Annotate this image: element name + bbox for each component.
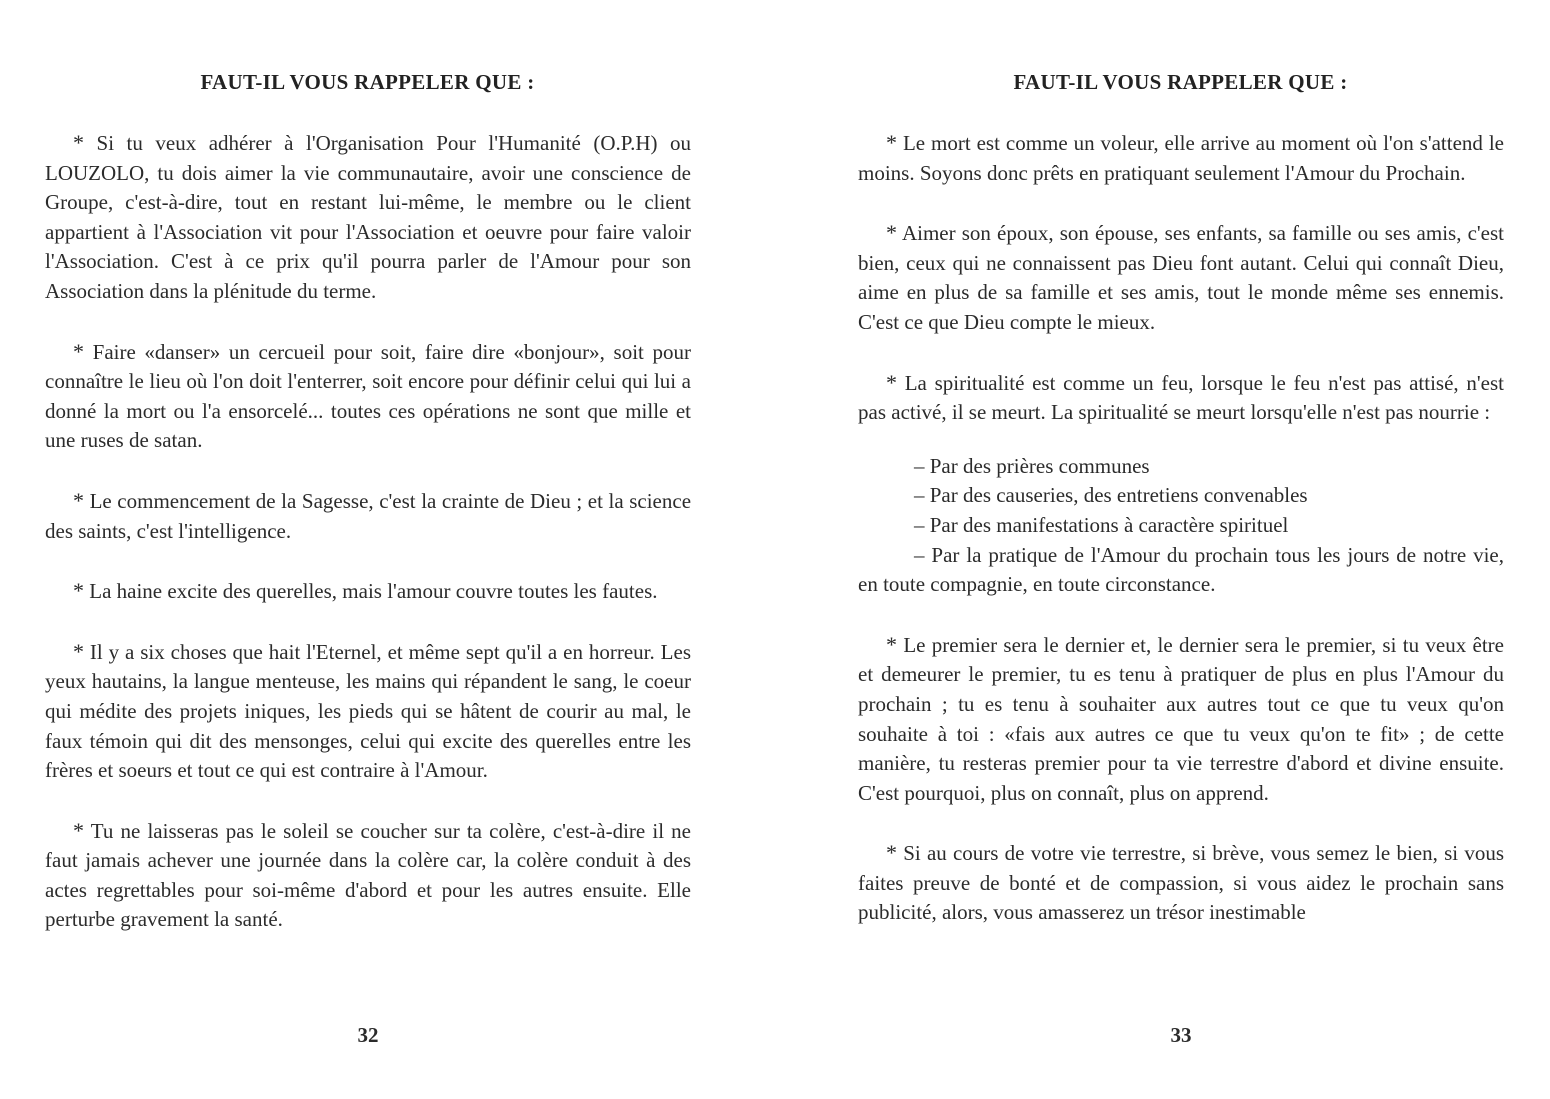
- right-page: [775, 0, 1550, 1099]
- paragraph: * La spiritualité est comme un feu, lorsque le feu n'est pas attisé, n'est pas activé, il se meurt. La spiritualité se meurt lorsqu'elle n'est pas nourrie :: [858, 369, 1504, 425]
- paragraph: * Tu ne laisseras pas le soleil se coucher sur ta colère, c'est-à-dire il ne faut jamais achever une journée dans la colère car, la colère conduit à des actes regrettables pour soi-même d'abord et pour les autres ensuite. Elle perturbe gravement la santé.: [45, 817, 691, 932]
- paragraph: * Si au cours de votre vie terrestre, si brève, vous semez le bien, si vous faites preuve de bonté et de compassion, si vous aidez le prochain sans publicité, alors, vous amasserez un trésor inestimable: [858, 840, 1504, 925]
- paragraph: * Faire «danser» un cercueil pour soit, faire dire «bonjour», soit pour connaître le lieu où l'on doit l'enterrer, soit encore pour définir celui qui lui a donné la mort ou l'a ensorcelé... toutes ces opérations ne sont que mille et une ruses de satan.: [45, 338, 691, 453]
- page-number: 32: [357, 1023, 379, 1047]
- asterisk-bullet: *: [73, 130, 84, 155]
- paragraph: * Aimer son époux, son épouse, ses enfants, sa famille ou ses amis, c'est bien, ceux qui ne connaissent pas Dieu font autant. Celui qui connaît Dieu, aime en plus de sa famille et ses amis, tout le monde même ses ennemis. C'est ce que Dieu compte le mieux.: [858, 220, 1504, 334]
- list-item: – Par la pratique de l'Amour du prochain tous les jours de notre vie, en toute compagnie, en toute circonstance.: [858, 542, 1504, 597]
- paragraph: * Si tu veux adhérer à l'Organisation Pour l'Humanité (O.P.H) ou LOUZOLO, tu dois aimer la vie communautaire, avoir une conscience de Groupe, c'est-à-dire, tout en restant lui-même, le membre ou le client appartient à l'Association vit pour l'Association et oeuvre pour faire valoir l'Association. C'est à ce prix qu'il pourra parler de l'Amour pour son Association dans la plénitude du terme.: [45, 130, 691, 303]
- paragraph: * La haine excite des querelles, mais l'amour couvre toutes les fautes.: [73, 578, 658, 604]
- page-body: [45, 128, 691, 965]
- asterisk-bullet: *: [73, 487, 84, 513]
- paragraph: * Le premier sera le dernier et, le dernier sera le premier, si tu veux être et demeurer le premier, tu es tenu à pratiquer de plus en plus l'Amour du prochain ; tu es tenu à souhaiter aux autres tout ce que tu veux qu'on souhaite à toi : «fais aux autres ce que tu veux qu'on te fit» ; de cette manière, tu resteras premier pour ta vie terrestre d'abord et divine ensuite. C'est pourquoi, plus on connaît, plus on apprend.: [858, 631, 1504, 805]
- page-title: FAUT-IL VOUS RAPPELER QUE :: [1013, 70, 1348, 94]
- asterisk-bullet: *: [73, 638, 84, 664]
- asterisk-bullet: *: [73, 338, 84, 364]
- paragraph: * Le mort est comme un voleur, elle arrive au moment où l'on s'attend le moins. Soyons donc prêts en pratiquant seulement l'Amour du Prochain.: [858, 130, 1505, 185]
- list-item: – Par des causeries, des entretiens convenables: [914, 483, 1308, 508]
- asterisk-bullet: *: [73, 817, 84, 843]
- page-body: [858, 128, 1504, 958]
- asterisk-bullet: *: [886, 220, 897, 246]
- asterisk-bullet: *: [886, 840, 897, 866]
- asterisk-bullet: *: [886, 369, 897, 395]
- list-item: – Par des manifestations à caractère spirituel: [914, 512, 1289, 537]
- page-title: FAUT-IL VOUS RAPPELER QUE :: [200, 70, 535, 94]
- asterisk-bullet: *: [886, 631, 897, 657]
- paragraph: * Le commencement de la Sagesse, c'est la crainte de Dieu ; et la science des saints, c'est l'intelligence.: [45, 487, 692, 543]
- paragraph: * Il y a six choses que hait l'Eternel, et même sept qu'il a en horreur. Les yeux hautains, la langue menteuse, les mains qui répandent le sang, le coeur qui médite des projets iniques, les pieds qui se hâtent de courir au mal, le faux témoin qui dit des mensonges, celui qui excite des querelles entre les frères et soeurs et tout ce qui est contraire à l'Amour.: [45, 638, 691, 783]
- asterisk-bullet: *: [73, 578, 84, 604]
- page-number: 33: [1170, 1023, 1192, 1047]
- list-item: – Par des prières communes: [914, 453, 1150, 478]
- asterisk-bullet: *: [886, 130, 897, 155]
- list: [858, 452, 1504, 600]
